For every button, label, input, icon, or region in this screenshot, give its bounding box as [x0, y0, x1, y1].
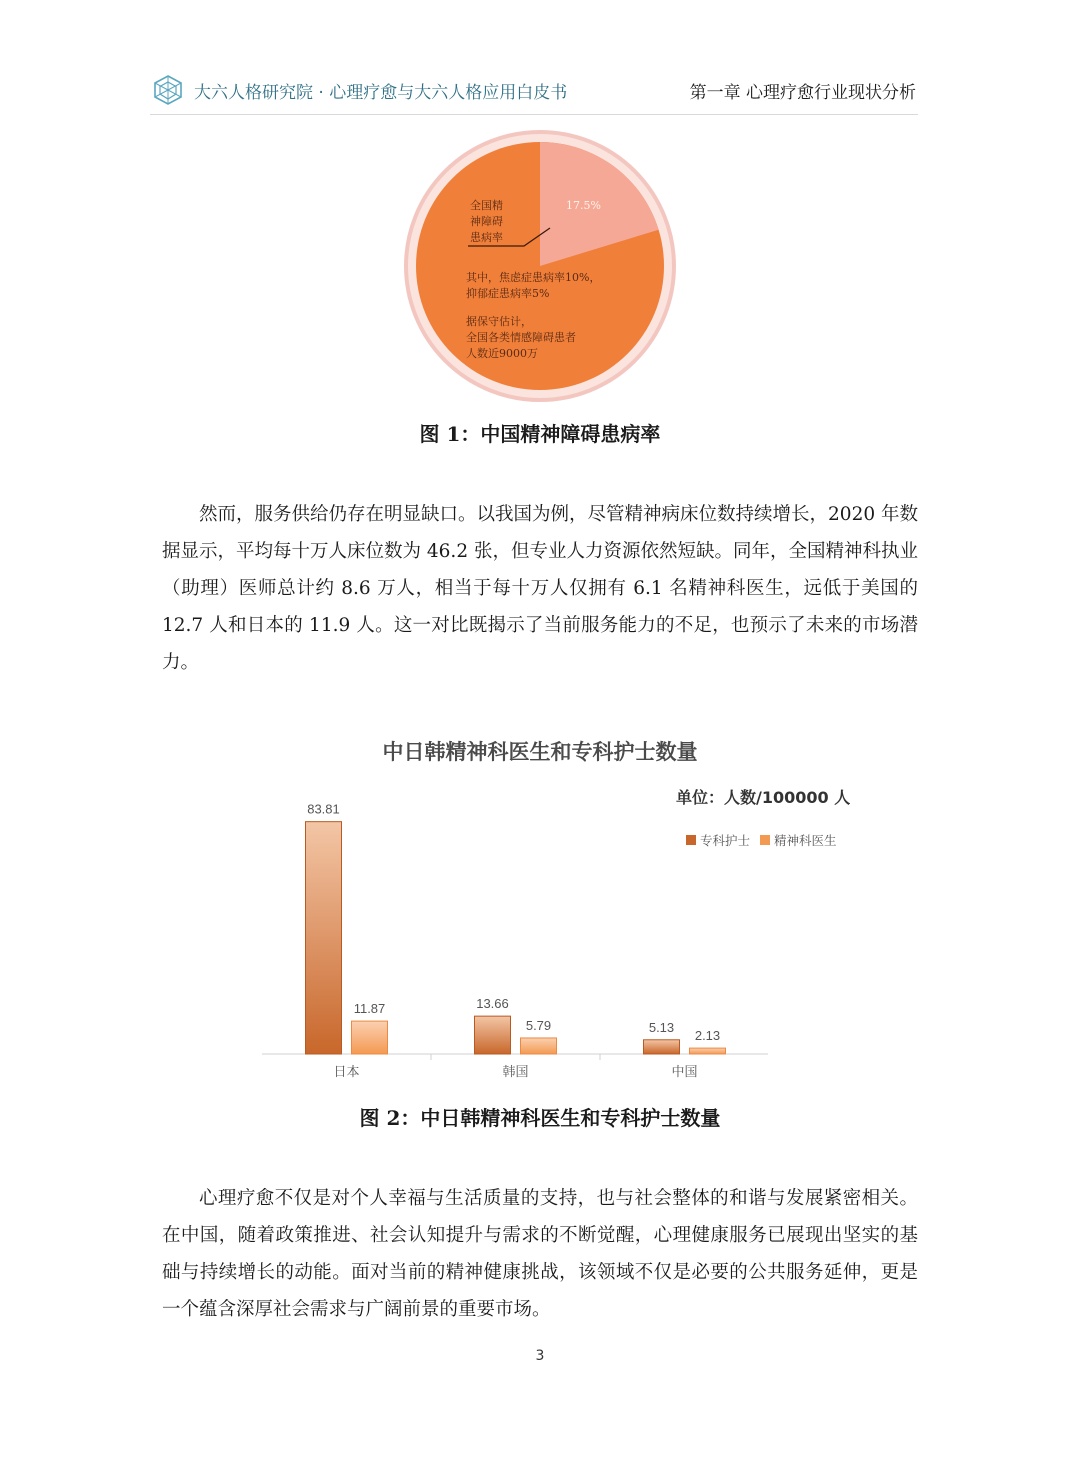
pie-label-line: 患病率 [470, 231, 503, 244]
institute-logo-icon [152, 74, 184, 106]
pie-note-line: 人数近9000万 [466, 347, 538, 360]
bar-nurse-1 [475, 1016, 511, 1054]
bar-data-label: 2.13 [694, 1028, 721, 1044]
paragraph-text: 然而，服务供给仍存在明显缺口。以我国为例，尽管精神病床位数持续增长，2020 年数据显示，平均每十万人床位数为 46.2 张，但专业人力资源依然短缺。同年，全国精神科执业（助理）医师总计约 8.6 万人，相当于每十万人仅拥有 6.1 名精神科医生，远低于美国的 12.7 人和日本的 11.9 人。这一对比既揭示了当前服务能力的不足，也预示了未来的市场潜力。 [162, 504, 918, 673]
chapter-title: 第一章 心理疗愈行业现状分析 [689, 83, 916, 103]
bar-psychiatrist-1 [521, 1038, 557, 1054]
bar-data-label: 11.87 [353, 1001, 386, 1017]
bar-chart [250, 770, 790, 1090]
x-tick-label: 日本 [333, 1065, 360, 1080]
bar-psychiatrist-2 [690, 1048, 726, 1054]
bar-chart-unit: 单位：人数/100000 人 [676, 788, 851, 807]
pie-label-line: 神障碍 [470, 215, 503, 228]
bar-nurse-2 [644, 1040, 680, 1054]
page-number: 3 [535, 1348, 545, 1364]
pie-note-line: 抑郁症患病率5% [466, 287, 550, 300]
bar-chart-title: 中日韩精神科医生和专科护士数量 [382, 740, 698, 764]
x-tick-label: 中国 [671, 1065, 698, 1080]
body-paragraph-2 [162, 1180, 918, 1328]
bar-psychiatrist-0 [352, 1021, 388, 1054]
body-paragraph-1 [162, 496, 918, 681]
pie-note-line: 其中，焦虑症患病率10%， [466, 271, 601, 284]
legend-label: 精神科医生 [774, 833, 837, 848]
bar-data-label: 13.66 [476, 996, 509, 1012]
document-header [152, 70, 567, 110]
document-title: 大六人格研究院 · 心理疗愈与大六人格应用白皮书 [194, 82, 568, 103]
bar-data-label: 5.79 [525, 1017, 552, 1033]
legend-label: 专科护士 [700, 833, 751, 848]
figure2-caption: 图 2：中日韩精神科医生和专科护士数量 [359, 1106, 721, 1130]
paragraph-text: 心理疗愈不仅是对个人幸福与生活质量的支持，也与社会整体的和谐与发展紧密相关。在中国，随着政策推进、社会认知提升与需求的不断觉醒，心理健康服务已展现出坚实的基础与持续增长的动能。面对当前的精神健康挑战，该领域不仅是必要的公共服务延伸，更是一个蕴含深厚社会需求与广阔前景的重要市场。 [162, 1188, 918, 1320]
pie-label-line: 全国精 [470, 199, 503, 212]
prevalence-pie-chart [402, 128, 678, 404]
x-tick-label: 韩国 [502, 1065, 529, 1080]
pie-note-line: 据保守估计， [466, 315, 532, 328]
figure1-caption: 图 1：中国精神障碍患病率 [419, 422, 661, 446]
pie-note-anxiety [466, 270, 600, 302]
pie-slice-percent: 17.5% [566, 199, 601, 212]
header-divider [150, 114, 918, 115]
pie-note-line: 全国各类情感障碍患者 [466, 331, 576, 344]
pie-label-group [470, 198, 503, 246]
bar-data-label: 5.13 [648, 1019, 675, 1035]
bar-data-label: 83.81 [307, 801, 340, 817]
pie-note-estimate [466, 314, 576, 362]
bar-nurse-0 [306, 822, 342, 1054]
